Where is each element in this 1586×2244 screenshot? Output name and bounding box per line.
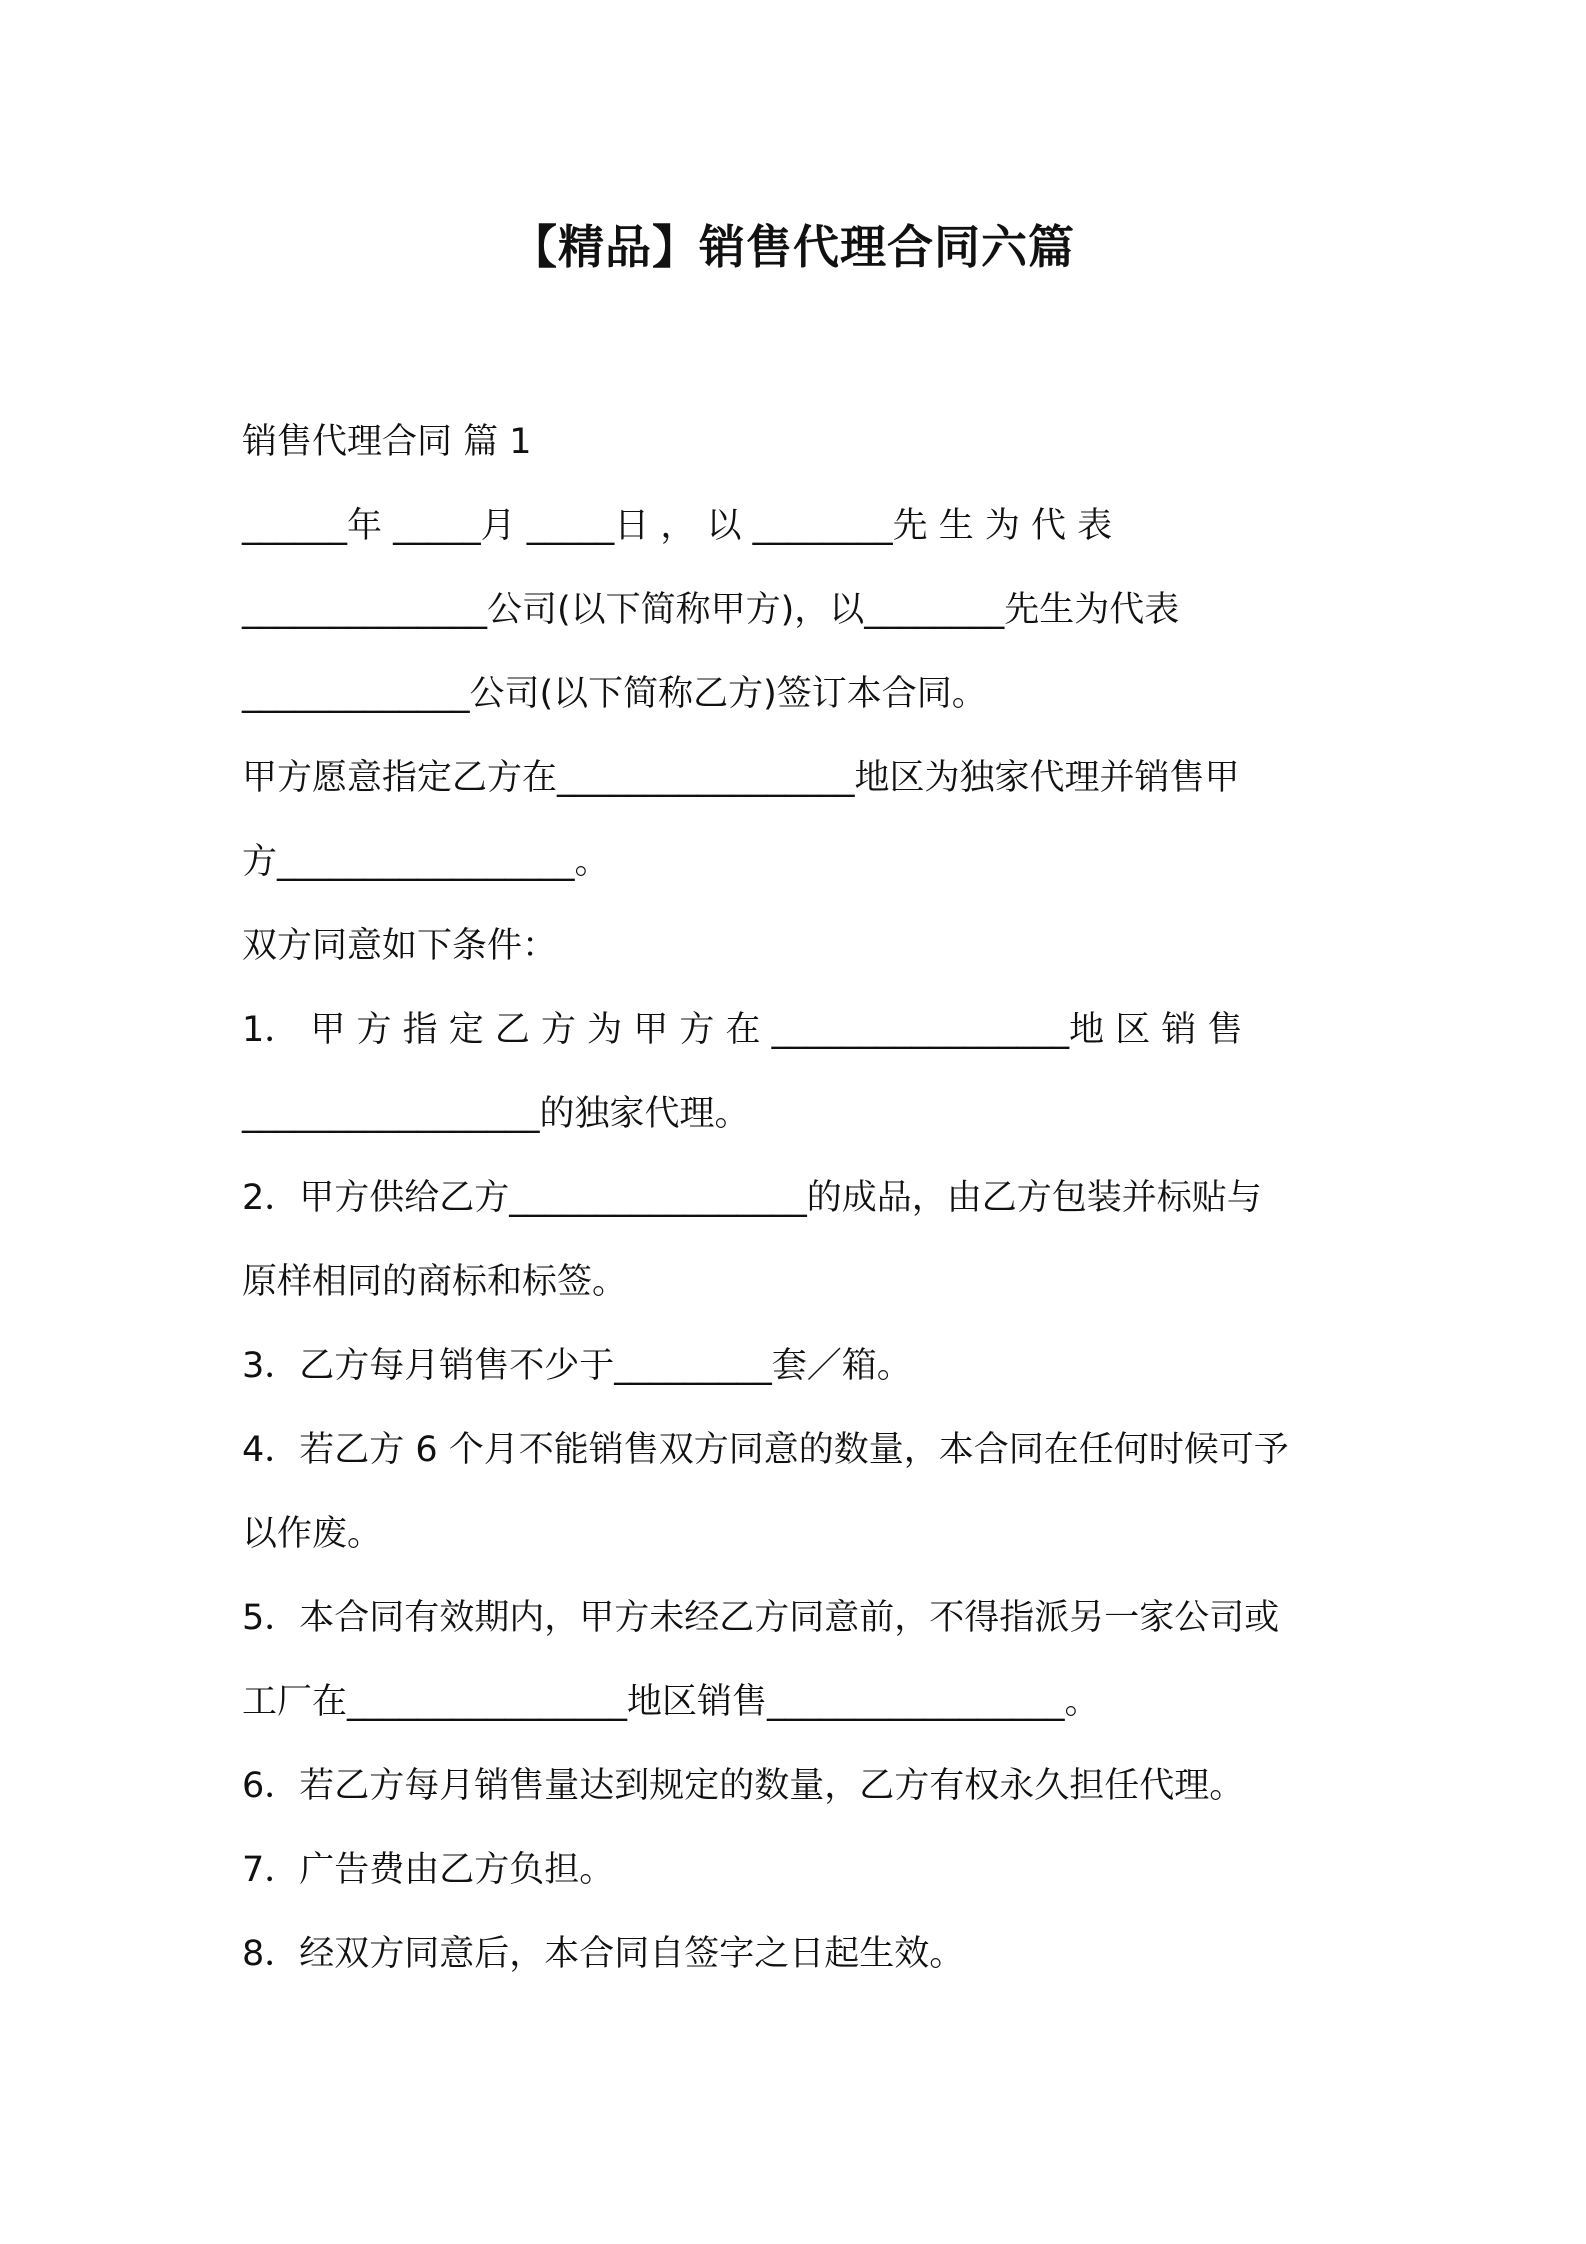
clause-line: _________________的独家代理。 [242,1094,750,1134]
document-body [242,400,1354,1996]
clause-line: 1． 甲 方 指 定 乙 方 为 甲 方 在 _________________地 区 销 售 [242,1010,1243,1050]
clause-line: 8．经双方同意后，本合同自签字之日起生效。 [242,1934,965,1974]
clause-line: 工厂在________________地区销售_________________。 [242,1682,1100,1722]
clause-line: 原样相同的商标和标签。 [242,1262,628,1302]
text-line: ______年 _____月 _____日 ， 以 ________先 生 为 代 表 [242,506,1113,546]
clause-line: 以作废。 [242,1514,383,1554]
clause-line: 3．乙方每月销售不少于_________套／箱。 [242,1346,912,1386]
clause-line: 5．本合同有效期内，甲方未经乙方同意前，不得指派另一家公司或 [242,1598,1280,1638]
text-line: 双方同意如下条件： [242,926,558,966]
clause-line: 2．甲方供给乙方_________________的成品，由乙方包装并标贴与 [242,1178,1262,1218]
clause-line: 6．若乙方每月销售量达到规定的数量，乙方有权永久担任代理。 [242,1766,1245,1806]
text-line: 甲方愿意指定乙方在_________________地区为独家代理并销售甲 [242,758,1240,798]
text-line: 方_________________。 [242,842,610,882]
text-line: _____________公司(以下简称乙方)签订本合同。 [242,674,987,714]
clause-line: 7．广告费由乙方负担。 [242,1850,615,1890]
text-line: ______________公司(以下简称甲方)，以________先生为代表 [242,590,1180,630]
section-heading: 销售代理合同 篇 1 [242,422,532,462]
document-title: 【精品】销售代理合同六篇 [511,220,1075,274]
clause-line: 4．若乙方 6 个月不能销售双方同意的数量，本合同在任何时候可予 [242,1430,1289,1470]
